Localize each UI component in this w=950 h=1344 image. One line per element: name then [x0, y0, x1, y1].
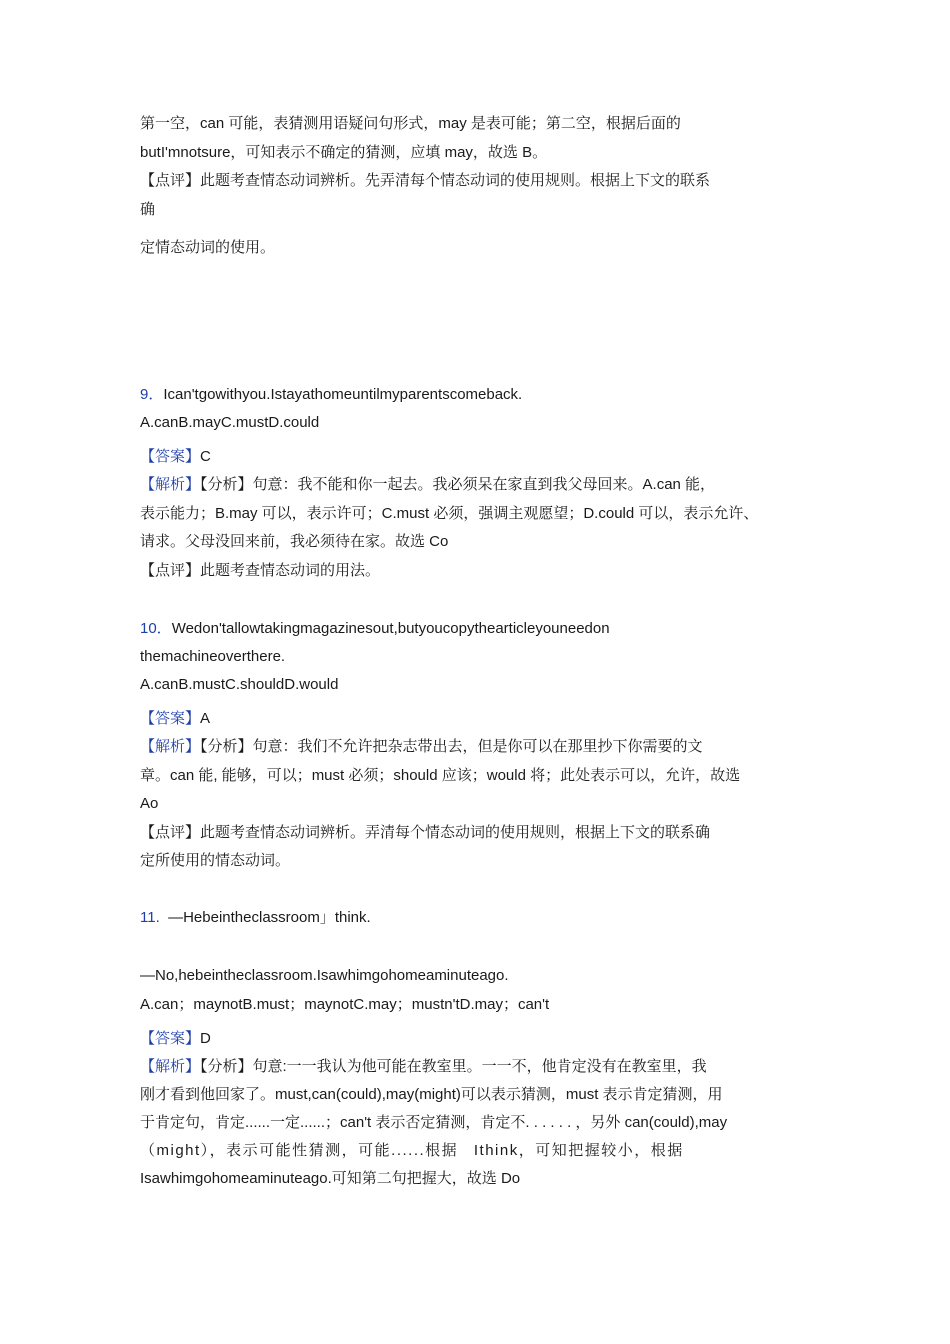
question-11-stem [140, 908, 812, 928]
comment-line: 【点评】此题考查情态动词辨析。先弄清每个情态动词的使用规则。根据上下文的联系 [140, 172, 711, 189]
text-line: 定情态动词的使用。 [140, 239, 276, 256]
question-9-comment: 【点评】此题考查情态动词的用法。 [140, 562, 381, 579]
question-9-stem [140, 385, 812, 405]
analysis-text: 【分析】句意：我不能和你一起去。我必须呆在家直到我父母回来。A.can 能， [200, 476, 716, 493]
analysis-tag: 【解析】 [140, 1058, 201, 1075]
analysis-line: 请求。父母没回来前，我必须待在家。故选 Co [140, 533, 449, 550]
answer-value: D [200, 1030, 211, 1047]
question-number: 9． [140, 386, 164, 403]
question-10-analysis [140, 737, 812, 757]
analysis-line: Isawhimgohomeaminuteago.可知第二句把握大，故选 Do [140, 1170, 521, 1187]
question-11-analysis [140, 1057, 812, 1077]
answer-tag: 【答案】 [140, 1030, 201, 1047]
question-text: Ican'tgowithyou.Istayathomeuntilmyparentscomeback. [163, 386, 523, 403]
answer-value: A [200, 710, 211, 727]
comment-line: 定所使用的情态动词。 [140, 852, 291, 869]
question-10-options: A.canB.mustC.shouldD.would [140, 676, 339, 693]
question-number: 11. [140, 909, 160, 926]
analysis-tag: 【解析】 [140, 738, 201, 755]
text-line: butI'mnotsure，可知表示不确定的猜测，应填 may，故选 B。 [140, 144, 548, 161]
analysis-text: 【分析】句意：我们不允许把杂志带出去，但是你可以在那里抄下你需要的文 [200, 738, 703, 755]
answer-tag: 【答案】 [140, 710, 201, 727]
question-9-options: A.canB.mayC.mustD.could [140, 414, 320, 431]
analysis-tag: 【解析】 [140, 476, 201, 493]
analysis-text: 【分析】句意:一一我认为他可能在教室里。一一不，他肯定没有在教室里，我 [200, 1058, 707, 1075]
answer-value: C [200, 448, 211, 465]
question-11-options: A.can；maynotB.must；maynotC.may；mustn'tD.may；can't [140, 996, 550, 1013]
analysis-line: 于肯定句，肯定......一定......；can't 表示否定猜测，肯定不. . . . . . ，另外 can(could),may [140, 1114, 728, 1131]
text-line: 第一空，can 可能，表猜测用语疑问句形式，may 是表可能；第二空，根据后面的 [140, 115, 681, 132]
answer-tag: 【答案】 [140, 448, 201, 465]
question-10-answer [140, 709, 812, 729]
analysis-line: Ao [140, 795, 159, 812]
question-10-stem [140, 619, 812, 639]
question-9-analysis [140, 475, 812, 495]
question-text: —Hebeintheclassroom」think. [168, 909, 371, 926]
question-text: Wedon'tallowtakingmagazinesout,butyoucopythearticleyouneedon [171, 620, 610, 637]
question-9-answer [140, 447, 812, 467]
question-number: 10． [140, 620, 172, 637]
text-line: 确 [140, 201, 156, 218]
analysis-line: 章。can 能, 能够，可以；must 必须；should 应该；would 将；此处表示可以，允许，故选 [140, 767, 741, 784]
question-11-answer [140, 1029, 812, 1049]
analysis-line: （might），表示可能性猜测，可能......根据 Ithink，可知把握较小，根据 [140, 1142, 684, 1159]
analysis-line: 刚才看到他回家了。must,can(could),may(might)可以表示猜测，must 表示肯定猜测，用 [140, 1086, 723, 1103]
question-text-line: themachineoverthere. [140, 648, 286, 665]
question-text-line: —No,hebeintheclassroom.Isawhimgohomeaminuteago. [140, 967, 509, 984]
question-10-comment: 【点评】此题考查情态动词辨析。弄清每个情态动词的使用规则，根据上下文的联系确 [140, 824, 711, 841]
analysis-line: 表示能力；B.may 可以，表示许可；C.must 必须，强调主观愿望；D.could 可以，表示允许、 [140, 505, 759, 522]
